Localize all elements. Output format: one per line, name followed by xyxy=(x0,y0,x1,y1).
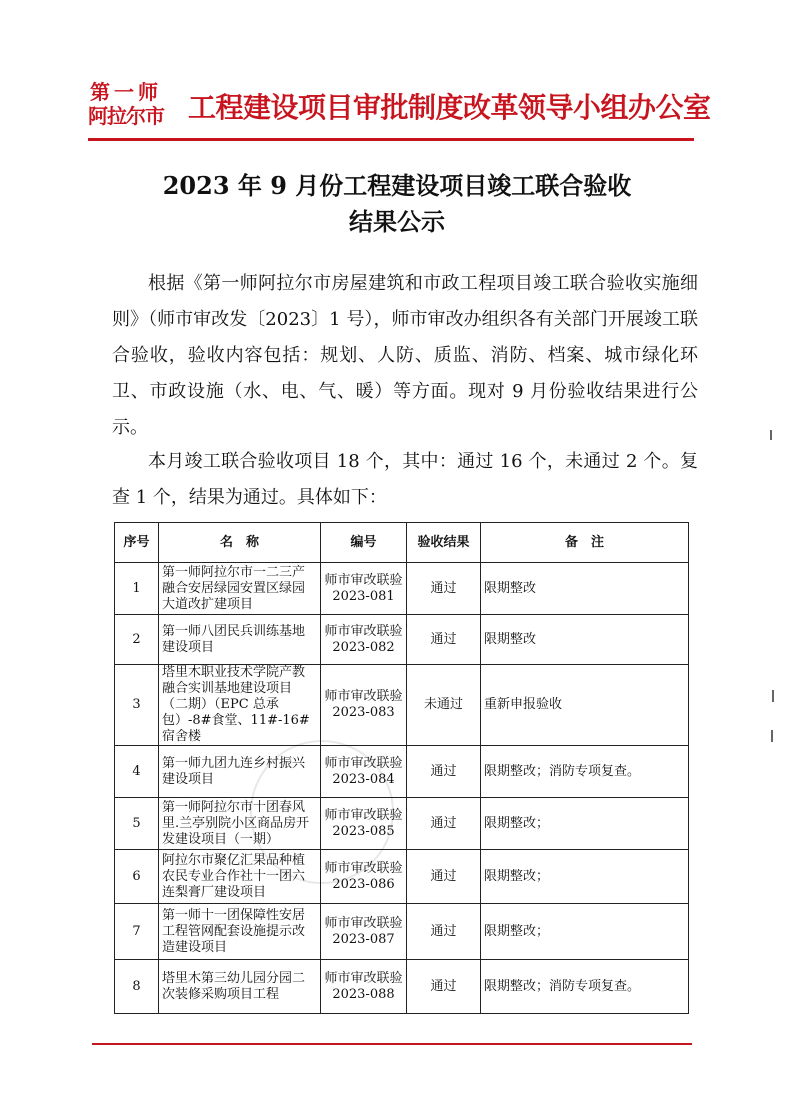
cell-no: 3 xyxy=(115,665,159,746)
cell-code: 师市审改联验2023-085 xyxy=(321,798,407,850)
cell-result: 未通过 xyxy=(407,665,481,746)
org-line-1: 第一师 xyxy=(90,80,162,104)
paragraph-summary: 本月竣工联合验收项目 18 个，其中：通过 16 个，未通过 2 个。复查 1 个，结果为通过。具体如下： xyxy=(112,451,698,508)
scan-margin-mark xyxy=(771,730,773,742)
cell-result: 通过 xyxy=(407,798,481,850)
table-row xyxy=(115,563,689,615)
table-row xyxy=(115,904,689,960)
scan-margin-mark xyxy=(770,430,772,440)
org-line-2: 阿拉尔市 xyxy=(88,104,164,128)
header-no: 序号 xyxy=(115,523,159,563)
cell-name: 第一师九团九连乡村振兴建设项目 xyxy=(159,746,321,798)
header-divider xyxy=(88,138,694,141)
cell-note: 限期整改； xyxy=(481,850,689,904)
footer-divider xyxy=(92,1043,692,1045)
cell-code: 师市审改联验2023-088 xyxy=(321,960,407,1014)
cell-code: 师市审改联验2023-082 xyxy=(321,615,407,665)
cell-name: 第一师阿拉尔市一二三产融合安居绿园安置区绿园大道改扩建项目 xyxy=(159,563,321,615)
cell-name: 塔里木职业技术学院产教融合实训基地建设项目（二期）（EPC 总承包）-8#食堂、11#-16#宿舍楼 xyxy=(159,665,321,746)
cell-no: 5 xyxy=(115,798,159,850)
cell-note: 重新申报验收 xyxy=(481,665,689,746)
cell-code: 师市审改联验2023-083 xyxy=(321,665,407,746)
cell-name: 第一师十一团保障性安居工程管网配套设施提示改造建设项目 xyxy=(159,904,321,960)
cell-result: 通过 xyxy=(407,904,481,960)
results-table xyxy=(114,522,689,1014)
cell-no: 7 xyxy=(115,904,159,960)
cell-code: 师市审改联验2023-084 xyxy=(321,746,407,798)
cell-result: 通过 xyxy=(407,850,481,904)
table-row xyxy=(115,746,689,798)
cell-no: 4 xyxy=(115,746,159,798)
table-row xyxy=(115,615,689,665)
cell-note: 限期整改 xyxy=(481,563,689,615)
scan-margin-mark xyxy=(772,690,774,702)
letterhead xyxy=(88,80,711,132)
cell-result: 通过 xyxy=(407,563,481,615)
header-name: 名 称 xyxy=(159,523,321,563)
table-row xyxy=(115,850,689,904)
cell-name: 第一师阿拉尔市十团春风里.兰亭别院小区商品房开发建设项目（一期） xyxy=(159,798,321,850)
paragraph-intro: 根据《第一师阿拉尔市房屋建筑和市政工程项目竣工联合验收实施细则》（师市审改发〔2023〕1 号），师市审改办组织各有关部门开展竣工联合验收，验收内容包括：规划、人防、质监、消防、档案、城市绿化环卫、市政设施（水、电、气、暖）等方面。现对 9 月份验收结果进行公示。 xyxy=(112,273,698,438)
office-name: 工程建设项目审批制度改革领导小组办公室 xyxy=(188,91,711,124)
cell-note: 限期整改；消防专项复查。 xyxy=(481,746,689,798)
cell-name: 塔里木第三幼儿园分园二次装修采购项目工程 xyxy=(159,960,321,1014)
cell-note: 限期整改；消防专项复查。 xyxy=(481,960,689,1014)
cell-no: 2 xyxy=(115,615,159,665)
header-result: 验收结果 xyxy=(407,523,481,563)
table-row xyxy=(115,665,689,746)
org-name-stack xyxy=(88,80,184,128)
cell-code: 师市审改联验2023-086 xyxy=(321,850,407,904)
table-row xyxy=(115,960,689,1014)
cell-name: 阿拉尔市聚亿汇果品种植农民专业合作社十一团六连梨膏厂建设项目 xyxy=(159,850,321,904)
cell-result: 通过 xyxy=(407,960,481,1014)
table-row xyxy=(115,798,689,850)
cell-code: 师市审改联验2023-081 xyxy=(321,563,407,615)
cell-note: 限期整改 xyxy=(481,615,689,665)
header-code: 编号 xyxy=(321,523,407,563)
cell-name: 第一师八团民兵训练基地建设项目 xyxy=(159,615,321,665)
document-title xyxy=(100,168,694,240)
title-line-2: 结果公示 xyxy=(349,207,445,236)
header-note: 备 注 xyxy=(481,523,689,563)
cell-result: 通过 xyxy=(407,615,481,665)
cell-code: 师市审改联验2023-087 xyxy=(321,904,407,960)
cell-result: 通过 xyxy=(407,746,481,798)
cell-note: 限期整改； xyxy=(481,798,689,850)
cell-no: 8 xyxy=(115,960,159,1014)
title-line-1: 2023 年 9 月份工程建设项目竣工联合验收 xyxy=(162,171,632,200)
cell-note: 限期整改； xyxy=(481,904,689,960)
table-header-row xyxy=(115,523,689,563)
cell-no: 1 xyxy=(115,563,159,615)
cell-no: 6 xyxy=(115,850,159,904)
